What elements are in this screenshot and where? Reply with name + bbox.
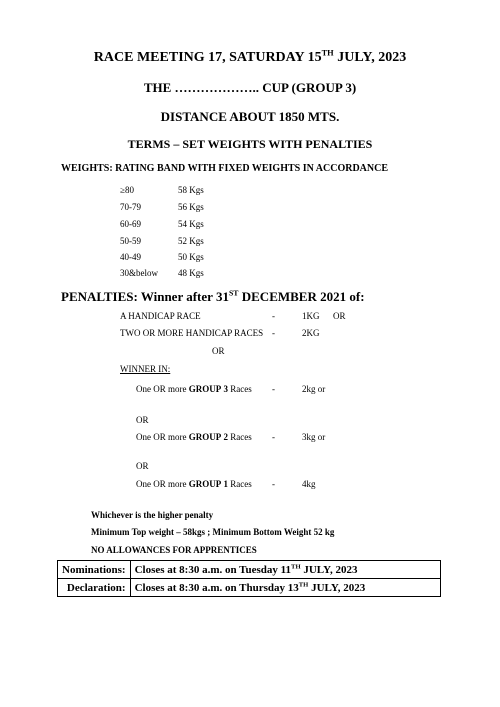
band-weight: 50 Kgs	[178, 252, 204, 262]
nominations-label: Nominations:	[58, 561, 131, 579]
or-separator: OR	[136, 415, 149, 425]
band-label: 60-69	[120, 219, 141, 229]
handicap-race: A HANDICAP RACE	[120, 311, 201, 321]
title-end: JULY, 2023	[333, 50, 407, 65]
band-label: 30&below	[120, 268, 158, 278]
group-number: 2	[223, 432, 228, 442]
nominations-row	[58, 561, 441, 579]
group-penalty: 2kg or	[302, 384, 326, 394]
penalties-heading	[61, 289, 365, 305]
races-word: Races	[228, 384, 252, 394]
penalties-heading-end: DECEMBER 2021 of:	[238, 289, 365, 304]
declaration-label: Declaration:	[58, 579, 131, 597]
cup-name: THE ……………….. CUP (GROUP 3)	[143, 80, 357, 95]
group-line	[136, 384, 252, 394]
band-weight: 58 Kgs	[178, 185, 204, 195]
declaration-end: JULY, 2023	[308, 581, 366, 594]
declaration-sup: TH	[298, 580, 309, 588]
group-word: GROUP	[188, 432, 222, 442]
title-text: RACE MEETING 17, SATURDAY 15	[93, 50, 322, 65]
group-pre: One OR more	[136, 479, 189, 489]
group-number: 1	[223, 479, 228, 489]
group-number: 3	[223, 384, 228, 394]
terms: TERMS – SET WEIGHTS WITH PENALTIES	[127, 137, 373, 151]
penalties-heading-sup: ST	[228, 288, 239, 298]
group-line	[136, 432, 252, 442]
band-label: ≥80	[120, 185, 134, 195]
page-title	[0, 50, 500, 66]
nominations-text: Closes at 8:30 a.m. on Tuesday 11	[134, 563, 292, 576]
band-weight: 56 Kgs	[178, 202, 204, 212]
races-word: Races	[228, 479, 252, 489]
declaration-value	[130, 579, 440, 597]
handicap-value: 1KG	[302, 311, 320, 321]
or-separator: OR	[212, 346, 225, 356]
weights-heading: WEIGHTS: RATING BAND WITH FIXED WEIGHTS IN ACCORDANCE	[61, 163, 389, 174]
group-line	[136, 479, 252, 489]
band-weight: 52 Kgs	[178, 236, 204, 246]
two-or-more-races: TWO OR MORE HANDICAP RACES	[120, 328, 264, 338]
declaration-text: Closes at 8:30 a.m. on Thursday 13	[134, 581, 299, 594]
two-or-more-value: 2KG	[302, 328, 320, 338]
group-dash: -	[272, 384, 275, 394]
or-separator: OR	[136, 461, 149, 471]
penalties-heading-text: PENALTIES: Winner after 31	[61, 289, 229, 304]
band-label: 50-59	[120, 236, 141, 246]
nominations-value	[130, 561, 440, 579]
group-word: GROUP	[188, 384, 222, 394]
minimum-weight-note: Minimum Top weight – 58kgs ; Minimum Bottom Weight 52 kg	[91, 527, 335, 537]
band-label: 70-79	[120, 202, 141, 212]
nominations-sup: TH	[291, 562, 301, 570]
group-pre: One OR more	[136, 432, 189, 442]
title-sup: TH	[321, 48, 334, 58]
handicap-or: OR	[333, 311, 346, 321]
winner-in-heading: WINNER IN:	[120, 364, 171, 374]
band-label: 40-49	[120, 252, 141, 262]
group-penalty: 4kg	[302, 479, 316, 489]
band-weight: 48 Kgs	[178, 268, 204, 278]
group-dash: -	[272, 479, 275, 489]
handicap-dash: -	[272, 311, 275, 321]
band-weight: 54 Kgs	[178, 219, 204, 229]
distance: DISTANCE ABOUT 1850 MTS.	[160, 109, 340, 124]
closing-dates-table	[57, 560, 441, 597]
group-pre: One OR more	[136, 384, 189, 394]
declaration-row	[58, 579, 441, 597]
nominations-end: JULY, 2023	[300, 563, 358, 576]
group-word: GROUP	[188, 479, 222, 489]
two-or-more-dash: -	[272, 328, 275, 338]
no-allowances-note: NO ALLOWANCES FOR APPRENTICES	[91, 545, 257, 555]
races-word: Races	[228, 432, 252, 442]
higher-penalty-note: Whichever is the higher penalty	[91, 510, 214, 520]
group-penalty: 3kg or	[302, 432, 326, 442]
group-dash: -	[272, 432, 275, 442]
